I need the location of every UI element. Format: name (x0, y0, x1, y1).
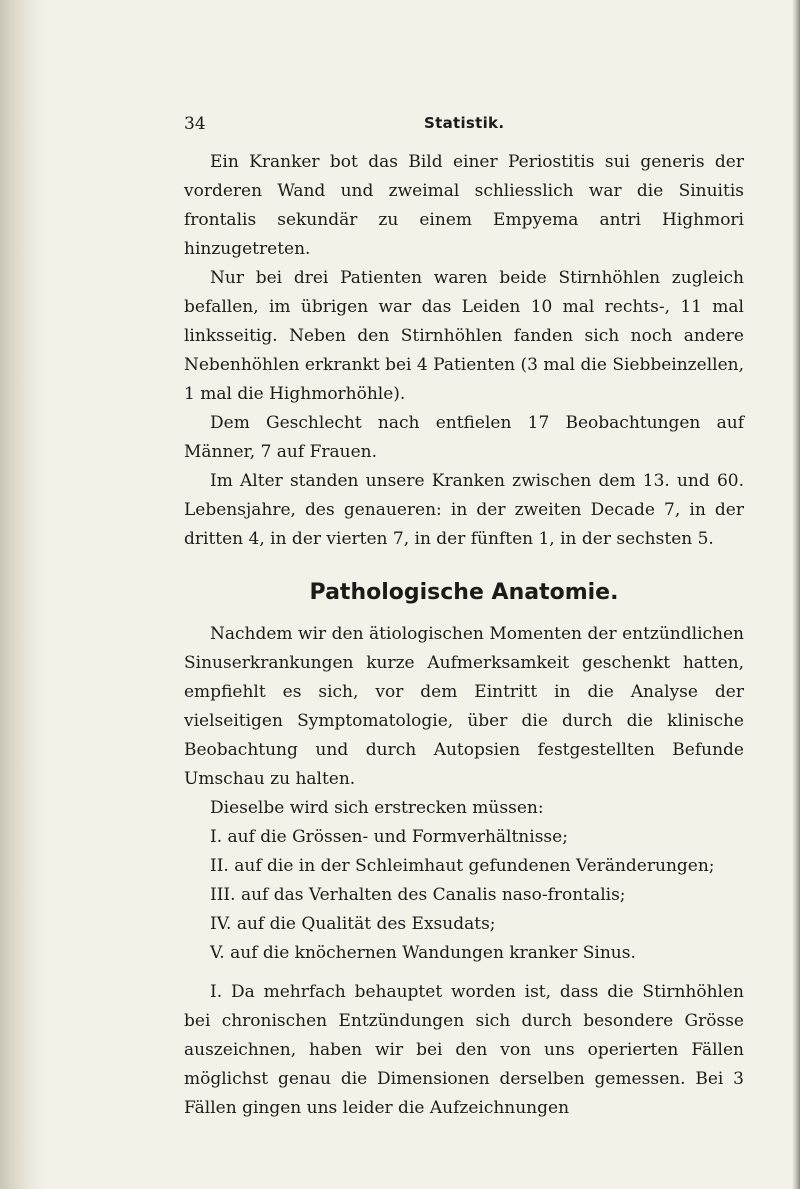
page-header (184, 108, 744, 138)
paragraph: Dieselbe wird sich erstrecken müssen: (210, 798, 544, 818)
enumerated-list (184, 823, 744, 968)
page-edge (792, 0, 800, 1189)
list-item: IV. auf die Qualität des Exsudats; (210, 914, 496, 934)
paragraph: Im Alter standen unsere Kranken zwischen dem 13. und 60. Lebensjahre, des genaueren: in der zweiten Decade 7, in der dritten 4, in der vierten 7, in der fünften 1, in der sechsten 5. (184, 471, 744, 549)
paragraph: I. Da mehrfach behauptet worden ist, dass die Stirnhöhlen bei chronischen Entzündungen sich durch besondere Grösse auszeichnen, haben wir bei den von uns operierten Fällen möglichst genau die Dimensionen derselben gemessen. Bei 3 Fällen gingen uns leider die Aufzeichnungen (184, 982, 744, 1118)
paragraph: Nachdem wir den ätiologischen Momenten der entzündlichen Sinuserkrankungen kurze Aufmerksamkeit geschenkt hatten, empfiehlt es sich, vor dem Eintritt in die Analyse der vielseitigen Symptomatologie, über die durch die klinische Beobachtung und durch Autopsien festgestellten Befunde Umschau zu halten. (184, 624, 744, 789)
page-body (184, 148, 744, 1123)
page-gutter-shadow (0, 0, 46, 1189)
list-item: V. auf die knöchernen Wandungen kranker Sinus. (210, 943, 636, 963)
list-item: II. auf die in der Schleimhaut gefundenen Veränderungen; (210, 856, 715, 876)
page-number: 34 (184, 114, 206, 134)
list-item: I. auf die Grössen- und Formverhältnisse; (210, 827, 568, 847)
section-heading: Pathologische Anatomie. (309, 580, 619, 605)
paragraph: Ein Kranker bot das Bild einer Periostitis sui generis der vorderen Wand und zweimal schliesslich war die Sinuitis frontalis sekundär zu einem Empyema antri Highmori hinzugetreten. (184, 152, 744, 259)
list-item: III. auf das Verhalten des Canalis naso-frontalis; (210, 885, 626, 905)
paragraph: Nur bei drei Patienten waren beide Stirnhöhlen zugleich befallen, im übrigen war das Leiden 10 mal rechts-, 11 mal linksseitig. Neben den Stirnhöhlen fanden sich noch andere Nebenhöhlen erkrankt bei 4 Patienten (3 mal die Siebbeinzellen, 1 mal die Highmorhöhle). (184, 268, 744, 404)
paragraph: Dem Geschlecht nach entfielen 17 Beobachtungen auf Männer, 7 auf Frauen. (184, 413, 744, 462)
running-title: Statistik. (424, 114, 505, 132)
spacer (184, 968, 744, 978)
